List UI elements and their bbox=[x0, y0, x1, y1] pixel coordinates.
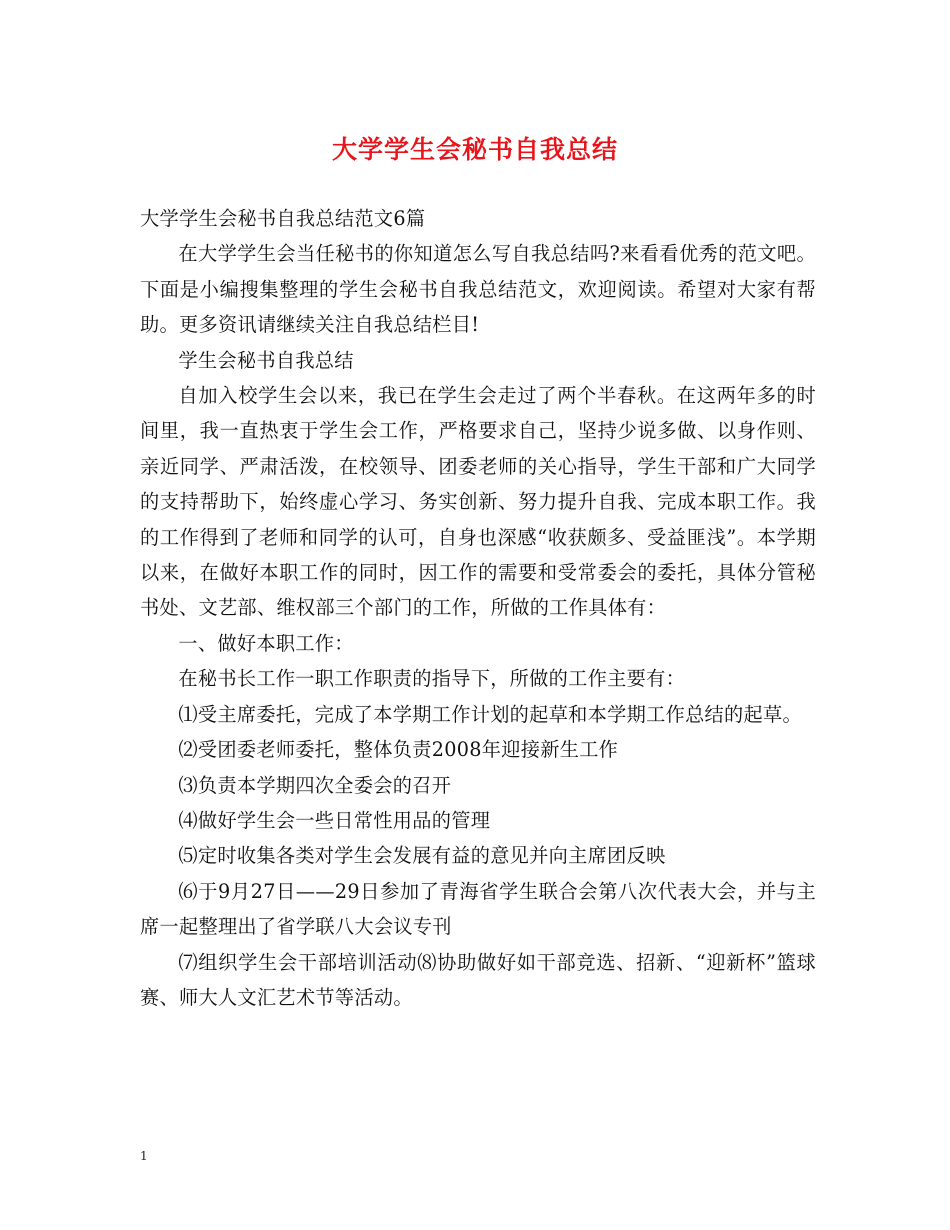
list-item: ⑷做好学生会一些日常性用品的管理 bbox=[178, 808, 491, 832]
list-item: ⑵受团委老师委托，整体负责2008年迎接新生工作 bbox=[178, 738, 619, 762]
document-title: 大学学生会秘书自我总结 bbox=[331, 135, 618, 164]
paragraph: 在秘书长工作一职工作职责的指导下，所做的工作主要有： bbox=[178, 667, 686, 691]
document-body bbox=[140, 201, 816, 1015]
section-heading: 学生会秘书自我总结 bbox=[178, 348, 354, 372]
paragraph: 大学学生会秘书自我总结范文6篇 bbox=[140, 207, 426, 230]
paragraph: 自加入校学生会以来，我已在学生会走过了两个半春秋。在这两年多的时间里，我一直热衷于学生会工作，严格要求自己，坚持少说多做、以身作则、亲近同学、严肃活泼，在校领导、团委老师的关心指导，学生干部和广大同学的支持帮助下，始终虚心学习、务实创新、努力提升自我、完成本职工作。我的工作得到了老师和同学的认可，自身也深感“收获颇多、受益匪浅”。本学期以来，在做好本职工作的同时，因工作的需要和受常委会的委托，具体分管秘书处、文艺部、维权部三个部门的工作，所做的工作具体有： bbox=[140, 384, 816, 620]
section-heading: 一、做好本职工作： bbox=[178, 631, 354, 655]
list-item: ⑸定时收集各类对学生会发展有益的意见并向主席团反映 bbox=[178, 844, 666, 868]
list-item: ⑶负责本学期四次全委会的召开 bbox=[178, 773, 452, 797]
list-item: ⑹于9月27日——29日参加了青海省学生联合会第八次代表大会，并与主席一起整理出了省学联八大会议专刊 bbox=[140, 879, 816, 939]
page-number: 1 bbox=[140, 1149, 148, 1163]
list-item: ⑴受主席委托，完成了本学期工作计划的起草和本学期工作总结的起草。 bbox=[178, 702, 802, 726]
paragraph: 在大学学生会当任秘书的你知道怎么写自我总结吗?来看看优秀的范文吧。下面是小编搜集整理的学生会秘书自我总结范文，欢迎阅读。希望对大家有帮助。更多资讯请继续关注自我总结栏目! bbox=[140, 242, 816, 337]
list-item: ⑺组织学生会干部培训活动⑻协助做好如干部竞选、招新、“迎新杯”篮球赛、师大人文汇艺术节等活动。 bbox=[140, 950, 816, 1009]
